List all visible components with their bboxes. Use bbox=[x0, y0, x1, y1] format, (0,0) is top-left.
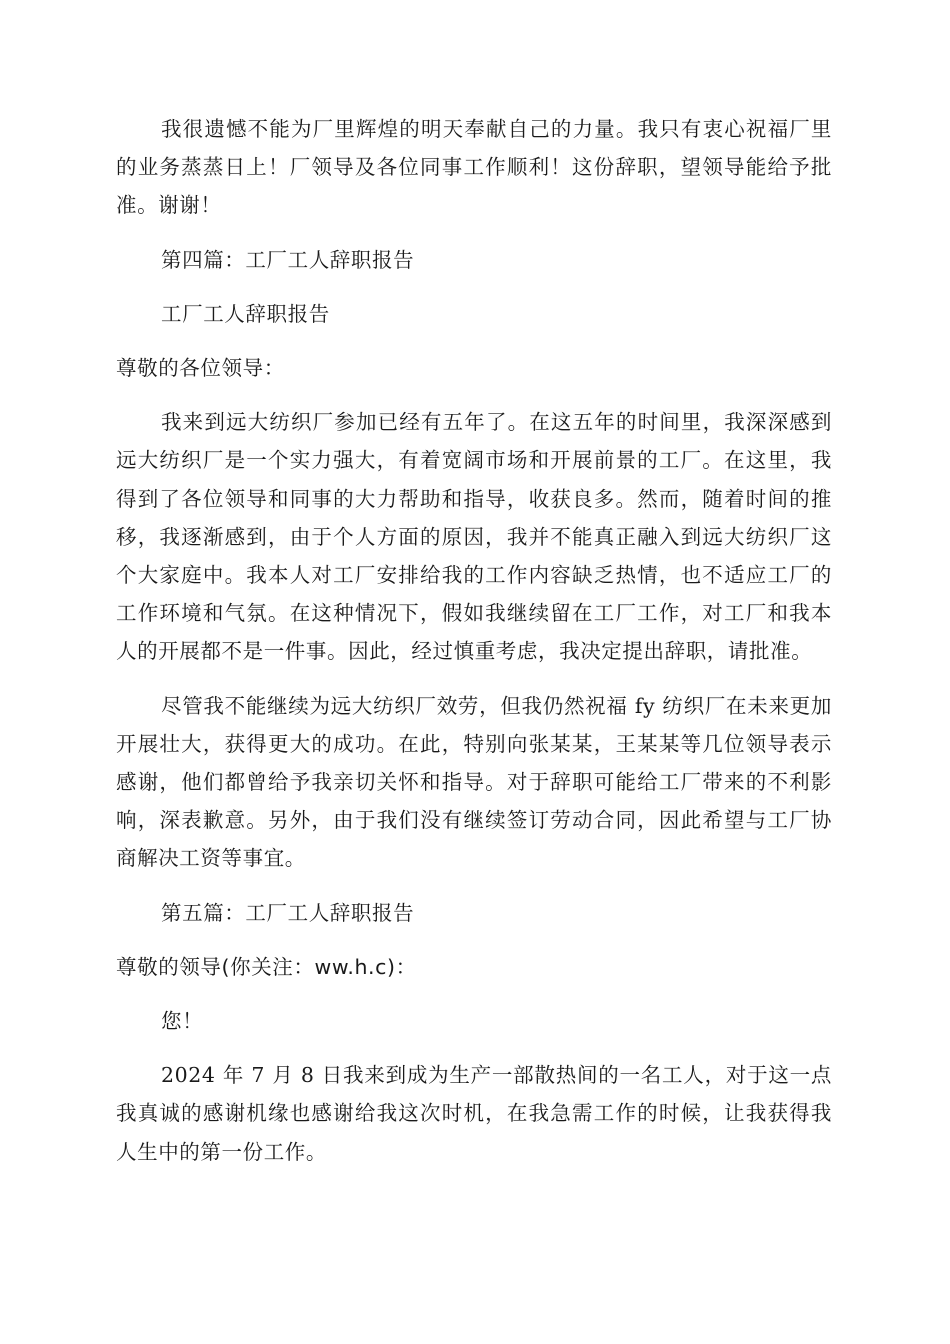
document-body bbox=[116, 110, 832, 1171]
paragraph-closing-wishes: 我很遗憾不能为厂里辉煌的明天奉献自己的力量。我只有衷心祝福厂里的业务蒸蒸日上！厂领导及各位同事工作顺利！这份辞职，望领导能给予批准。谢谢！ bbox=[116, 117, 832, 218]
salutation: 尊敬的各位领导： bbox=[116, 356, 285, 381]
greeting: 您！ bbox=[161, 1009, 204, 1034]
report-title: 工厂工人辞职报告 bbox=[161, 301, 330, 326]
section-heading-part-five: 第五篇：工厂工人辞职报告 bbox=[161, 900, 415, 925]
salutation-with-note: 尊敬的领导(你关注：ww.h.c)： bbox=[116, 954, 417, 979]
paragraph-resignation-reason: 我来到远大纺织厂参加已经有五年了。在这五年的时间里，我深深感到远大纺织厂是一个实力强大，有着宽阔市场和开展前景的工厂。在这里，我得到了各位领导和同事的大力帮助和指导，收获良多。然而，随着时间的推移，我逐渐感到，由于个人方面的原因，我并不能真正融入到远大纺织厂这个大家庭中。我本人对工厂安排给我的工作内容缺乏热情，也不适应工厂的工作环境和气氛。在这种情况下，假如我继续留在工厂工作，对工厂和我本人的开展都不是一件事。因此，经过慎重考虑，我决定提出辞职，请批准。 bbox=[116, 410, 832, 664]
section-heading-part-four: 第四篇：工厂工人辞职报告 bbox=[161, 247, 415, 272]
paragraph-first-job: 2024 年 7 月 8 日我来到成为生产一部散热间的一名工人，对于这一点我真诚的感谢机缘也感谢给我这次时机，在我急需工作的时候，让我获得我人生中的第一份工作。 bbox=[116, 1063, 832, 1164]
paragraph-thanks: 尽管我不能继续为远大纺织厂效劳，但我仍然祝福 fy 纺织厂在未来更加开展壮大，获得更大的成功。在此，特别向张某某，王某某等几位领导表示感谢，他们都曾给予我亲切关怀和指导。对于辞职可能给工厂带来的不利影响，深表歉意。另外，由于我们没有继续签订劳动合同，因此希望与工厂协商解决工资等事宜。 bbox=[116, 693, 832, 871]
